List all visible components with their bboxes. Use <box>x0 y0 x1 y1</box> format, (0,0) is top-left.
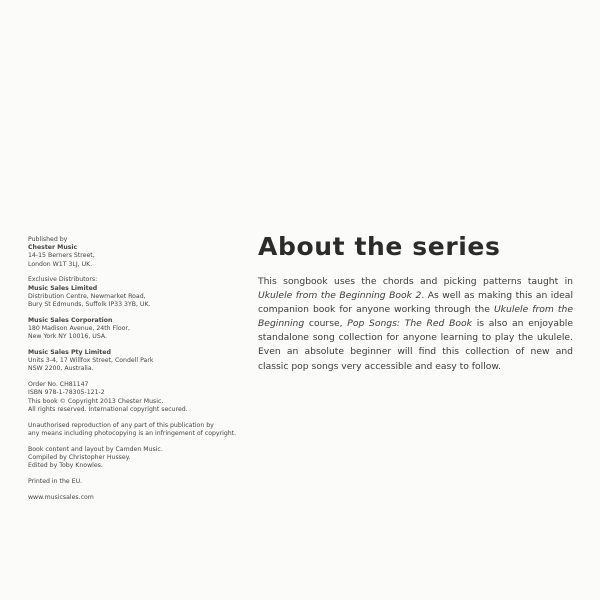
corporation-block <box>28 317 238 342</box>
about-line-2-italic: Ukulele from the Beginning Book 2 <box>258 290 422 302</box>
credits-line-2: Compiled by Christopher Hussey. <box>28 453 131 461</box>
distributors-address-2: Bury St Edmunds, Suffolk IP33 3YB, UK. <box>28 301 151 309</box>
order-number: Order No. CH81147 <box>28 381 89 389</box>
about-line-7-text: classic pop songs very accessible and easy to follow. <box>258 360 501 372</box>
about-line-4-italic: Beginning <box>258 318 305 330</box>
publisher-address-2: London W1T 3LJ, UK. <box>28 260 93 268</box>
about-line-6-text: Even an absolute beginner will find this collection of new and <box>258 346 573 358</box>
pty-address-2: NSW 2200, Australia. <box>28 365 94 373</box>
rights-notice: All rights reserved. International copyright secured. <box>28 405 188 413</box>
distributors-block <box>28 276 238 309</box>
credits-line-1: Book content and layout by Camden Music. <box>28 445 163 453</box>
about-line-2 <box>258 289 573 303</box>
printed-notice: Printed in the EU. <box>28 477 83 485</box>
about-line-6 <box>258 345 573 359</box>
credits-line-3: Edited by Toby Knowles. <box>28 462 103 470</box>
publisher-label: Published by <box>28 236 68 243</box>
distributors-label: Exclusive Distributors: <box>28 276 98 284</box>
distributors-name: Music Sales Limited <box>28 284 98 292</box>
about-line-2-text: . As well as making this an ideal <box>421 290 573 302</box>
publisher-address-1: 14-15 Berners Street, <box>28 252 95 260</box>
warning-line-2: any means including photocopying is an infringement of copyright. <box>28 429 237 437</box>
corporation-address-2: New York NY 10016, USA. <box>28 333 107 341</box>
about-line-4 <box>258 317 573 331</box>
about-line-5 <box>258 331 573 345</box>
about-line-4-italic-2: Pop Songs: The Red Book <box>347 318 472 330</box>
about-line-5-text: standalone song collection for anyone learning to play the ukulele. <box>258 332 573 344</box>
pty-address-1: Units 3-4, 17 Willfox Street, Condell Park <box>28 357 154 365</box>
website-block <box>28 494 238 502</box>
about-body <box>258 275 573 374</box>
corporation-address-1: 180 Madison Avenue, 24th Floor, <box>28 325 130 333</box>
pty-name: Music Sales Pty Limited <box>28 349 111 357</box>
imprint-column <box>28 236 238 509</box>
isbn: ISBN 978-1-78305-121-2 <box>28 389 105 397</box>
order-block <box>28 381 238 414</box>
about-line-3-text: companion book for anyone working through the <box>258 304 494 316</box>
publisher-name: Chester Music <box>28 244 78 252</box>
about-section <box>258 232 573 374</box>
warning-block <box>28 422 238 438</box>
about-line-1 <box>258 275 573 289</box>
corporation-name: Music Sales Corporation <box>28 316 113 324</box>
about-line-4-text-2: is also an enjoyable <box>471 318 573 330</box>
about-line-1-text: This songbook uses the chords and picking patterns taught in <box>258 276 573 287</box>
warning-line-1: Unauthorised reproduction of any part of this publication by <box>28 421 214 429</box>
copyright-notice: This book © Copyright 2013 Chester Music. <box>28 397 164 405</box>
pty-block <box>28 349 238 374</box>
website: www.musicsales.com <box>28 493 94 501</box>
printed-block <box>28 478 238 486</box>
about-line-3 <box>258 303 573 317</box>
about-line-7 <box>258 360 573 374</box>
publisher-block <box>28 236 238 269</box>
about-title: About the series <box>258 232 501 261</box>
about-line-3-italic: Ukulele from the <box>493 304 574 316</box>
distributors-address-1: Distribution Centre, Newmarket Road, <box>28 292 146 300</box>
about-line-4-text: course, <box>304 318 348 330</box>
credits-block <box>28 446 238 471</box>
